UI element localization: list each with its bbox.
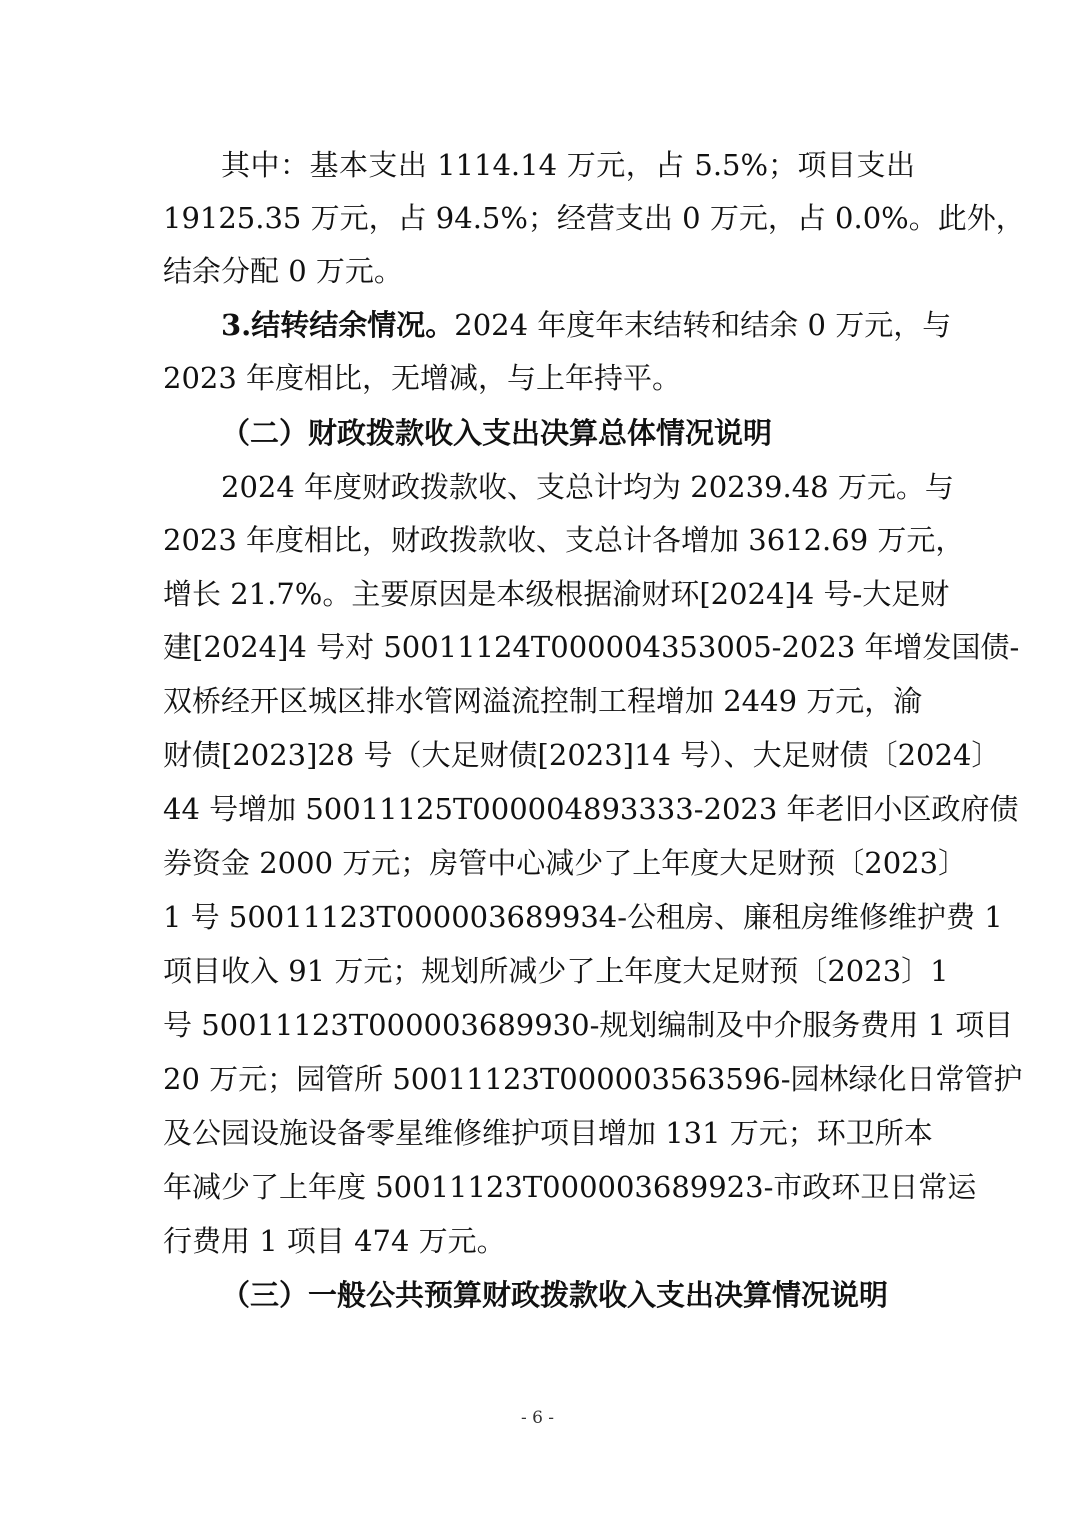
paragraph-line: 项目收入 91 万元；规划所减少了上年度大足财预〔2023〕1 <box>163 954 949 988</box>
paragraph-line: 年减少了上年度 50011123T000003689923-市政环卫日常运 <box>163 1170 977 1204</box>
paragraph-line: 20 万元；园管所 50011123T000003563596-园林绿化日常管护 <box>163 1062 1023 1096</box>
paragraph-line: 及公园设施设备零星维修维护项目增加 131 万元；环卫所本 <box>163 1116 933 1150</box>
paragraph-text: 2024 年度年末结转和结余 0 万元，与 <box>454 308 952 342</box>
section-heading: （三）一般公共预算财政拨款收入支出决算情况说明 <box>221 1278 889 1312</box>
paragraph-line: 2024 年度财政拨款收、支总计均为 20239.48 万元。与 <box>221 470 954 504</box>
paragraph-line: 2023 年度相比，无增减，与上年持平。 <box>163 361 682 395</box>
paragraph-line: 行费用 1 项目 474 万元。 <box>163 1224 506 1258</box>
page-number: - 6 - <box>520 1408 555 1428</box>
paragraph-line: 财债[2023]28 号（大足财债[2023]14 号）、大足财债〔2024〕 <box>163 738 1001 772</box>
paragraph-line: 号 50011123T000003689930-规划编制及中介服务费用 1 项目 <box>163 1008 1014 1042</box>
paragraph-line: 2023 年度相比，财政拨款收、支总计各增加 3612.69 万元， <box>163 523 965 557</box>
section-heading: （二）财政拨款收入支出决算总体情况说明 <box>221 416 773 450</box>
paragraph-line: 44 号增加 50011125T000004893333-2023 年老旧小区政府债 <box>163 792 1019 826</box>
paragraph-line: 19125.35 万元，占 94.5%；经营支出 0 万元，占 0.0%。此外， <box>163 201 1025 235</box>
paragraph-line: 双桥经开区城区排水管网溢流控制工程增加 2449 万元，渝 <box>163 684 923 718</box>
bold-lead-text: 3.结转结余情况。 <box>221 308 455 342</box>
paragraph-line: 1 号 50011123T000003689934-公租房、廉租房维修维护费 1 <box>163 900 1003 934</box>
paragraph-line <box>221 298 952 352</box>
paragraph-line: 其中：基本支出 1114.14 万元，占 5.5%；项目支出 <box>221 148 915 182</box>
paragraph-line: 结余分配 0 万元。 <box>163 254 403 288</box>
paragraph-line: 建[2024]4 号对 50011124T000004353005-2023 年增发国债- <box>163 630 1020 664</box>
paragraph-line: 增长 21.7%。主要原因是本级根据渝财环[2024]4 号-大足财 <box>163 577 950 611</box>
paragraph-line: 券资金 2000 万元；房管中心减少了上年度大足财预〔2023〕 <box>163 846 968 880</box>
